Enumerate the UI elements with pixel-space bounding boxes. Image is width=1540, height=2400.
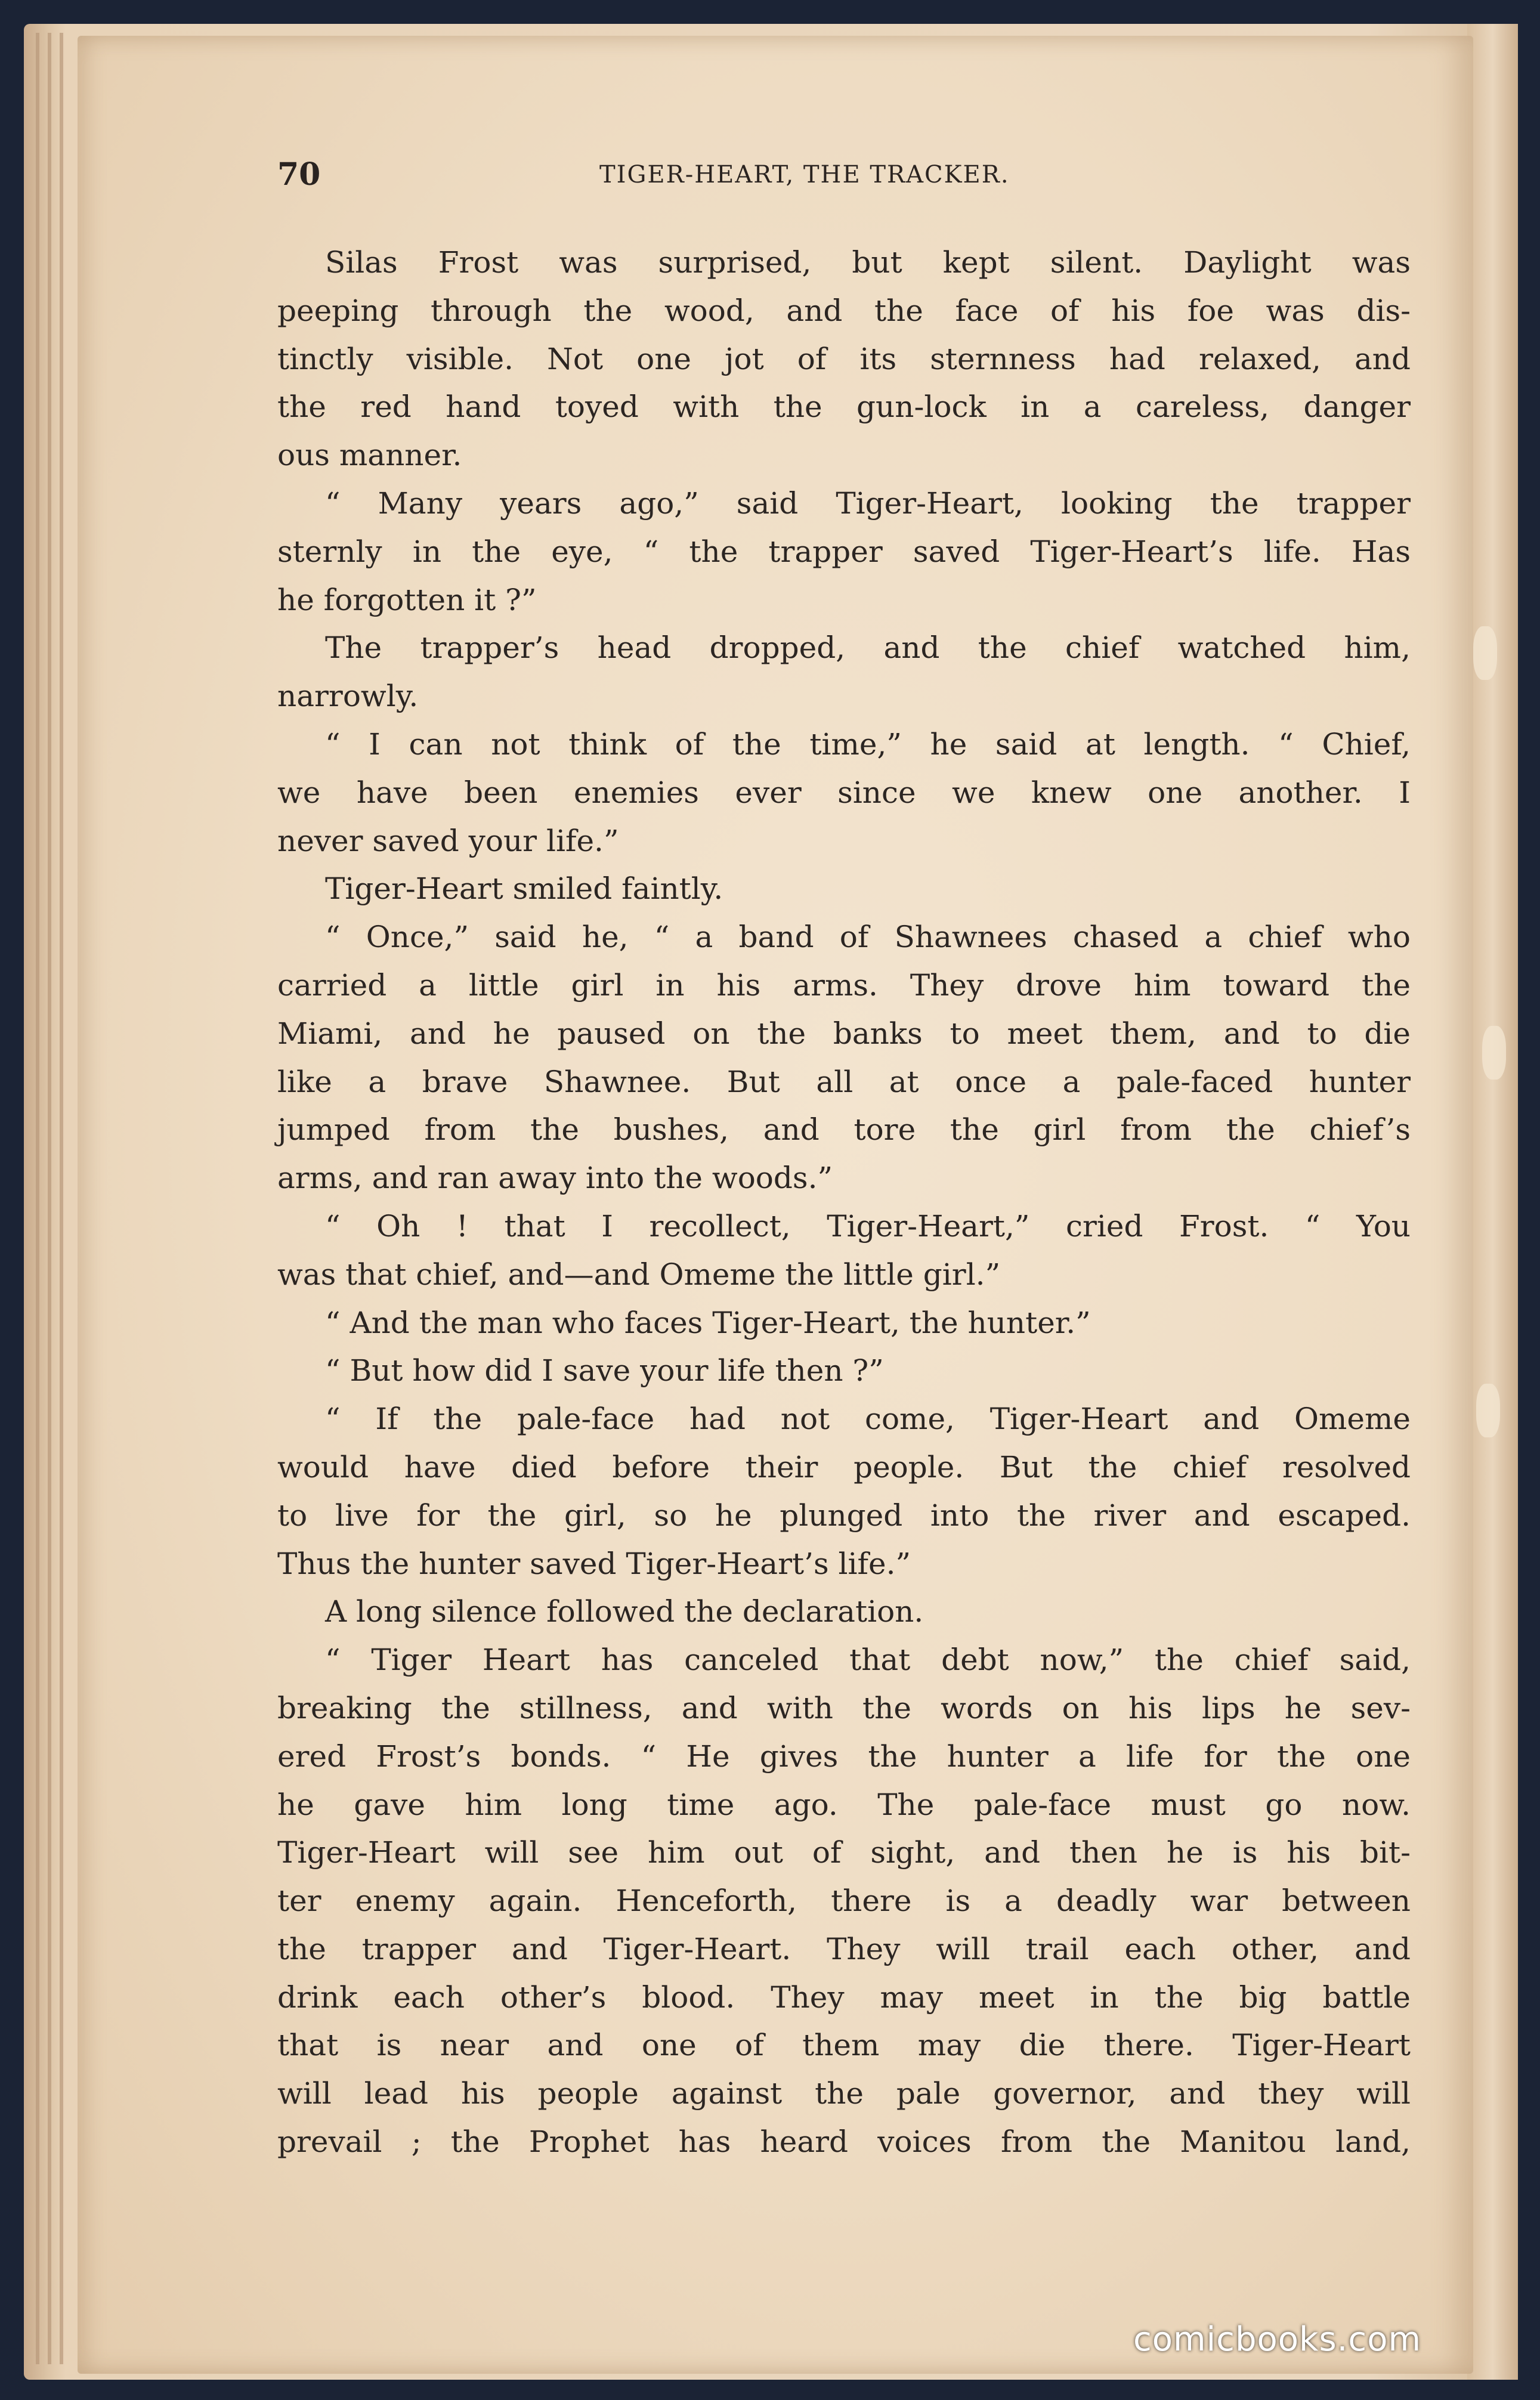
text-line: breaking the stillness, and with the words on his lips he sev- <box>277 1690 1411 1725</box>
page-tear <box>1476 1384 1500 1437</box>
text-line: Tiger-Heart smiled faintly. <box>325 871 723 907</box>
page-tear <box>1473 626 1497 680</box>
page-edge-line <box>36 33 39 2364</box>
right-page-edge <box>1467 24 1518 2380</box>
text-line: Tiger-Heart will see him out of sight, and then he is his bit- <box>277 1835 1411 1870</box>
body-text <box>277 239 1411 2166</box>
text-line: drink each other’s blood. They may meet in the big battle <box>277 1980 1411 2015</box>
text-line: arms, and ran away into the woods.” <box>277 1161 833 1196</box>
page-edge-line <box>60 33 63 2364</box>
text-line: that is near and one of them may die there. Tiger-Heart <box>277 2028 1411 2063</box>
page-tear <box>1482 1026 1506 1080</box>
page-number: 70 <box>277 156 321 193</box>
text-line: “ But how did I save your life then ?” <box>325 1353 884 1388</box>
text-line: “ Once,” said he, “ a band of Shawnees chased a chief who <box>325 920 1411 955</box>
text-line: ous manner. <box>277 438 462 473</box>
text-line: he forgotten it ?” <box>277 582 537 617</box>
text-line: will lead his people against the pale governor, and they will <box>277 2076 1411 2111</box>
text-line: “ If the pale-face had not come, Tiger-Heart and Omeme <box>325 1402 1411 1437</box>
text-line: “ Many years ago,” said Tiger-Heart, looking the trapper <box>325 485 1411 521</box>
text-line: “ And the man who faces Tiger-Heart, the hunter.” <box>325 1305 1091 1340</box>
text-line: prevail ; the Prophet has heard voices from the Manitou land, <box>277 2124 1411 2160</box>
text-line: the red hand toyed with the gun-lock in a careless, danger <box>277 389 1411 425</box>
text-line: sternly in the eye, “ the trapper saved Tiger-Heart’s life. Has <box>277 534 1411 569</box>
text-line: carried a little girl in his arms. They drove him toward the <box>277 967 1411 1003</box>
text-line: tinctly visible. Not one jot of its sternness had relaxed, and <box>277 341 1411 376</box>
text-line: The trapper’s head dropped, and the chief watched him, <box>325 630 1411 666</box>
page-edge-line <box>48 33 51 2364</box>
text-line: never saved your life.” <box>277 823 619 858</box>
text-line: “ I can not think of the time,” he said at length. “ Chief, <box>325 726 1411 762</box>
text-line: would have died before their people. But the chief resolved <box>277 1449 1411 1484</box>
text-line: peeping through the wood, and the face of his foe was dis- <box>277 293 1411 328</box>
text-line: we have been enemies ever since we knew one another. I <box>277 775 1411 810</box>
text-line: narrowly. <box>277 679 419 714</box>
text-line: jumped from the bushes, and tore the girl from the chief’s <box>277 1112 1411 1148</box>
running-title: TIGER-HEART, THE TRACKER. <box>599 161 1010 188</box>
text-line: ered Frost’s bonds. “ He gives the hunter a life for the one <box>277 1739 1411 1774</box>
text-line: Silas Frost was surprised, but kept silent. Daylight was <box>325 245 1411 280</box>
text-line: “ Tiger Heart has canceled that debt now,” the chief said, <box>325 1643 1411 1678</box>
text-line: Miami, and he paused on the banks to meet them, and to die <box>277 1016 1411 1051</box>
watermark: comicbooks.com <box>1133 2320 1422 2359</box>
text-line: ter enemy again. Henceforth, there is a deadly war between <box>277 1883 1411 1919</box>
text-line: A long silence followed the declaration. <box>325 1594 924 1629</box>
text-line: like a brave Shawnee. But all at once a pale-faced hunter <box>277 1064 1411 1099</box>
running-head <box>277 154 1411 196</box>
text-line: was that chief, and—and Omeme the little girl.” <box>277 1257 1001 1292</box>
text-line: “ Oh ! that I recollect, Tiger-Heart,” cried Frost. “ You <box>325 1208 1411 1244</box>
text-line: Thus the hunter saved Tiger-Heart’s life.” <box>277 1546 911 1581</box>
text-line: to live for the girl, so he plunged into the river and escaped. <box>277 1498 1411 1533</box>
text-line: he gave him long time ago. The pale-face must go now. <box>277 1787 1411 1822</box>
text-line: the trapper and Tiger-Heart. They will trail each other, and <box>277 1931 1411 1966</box>
